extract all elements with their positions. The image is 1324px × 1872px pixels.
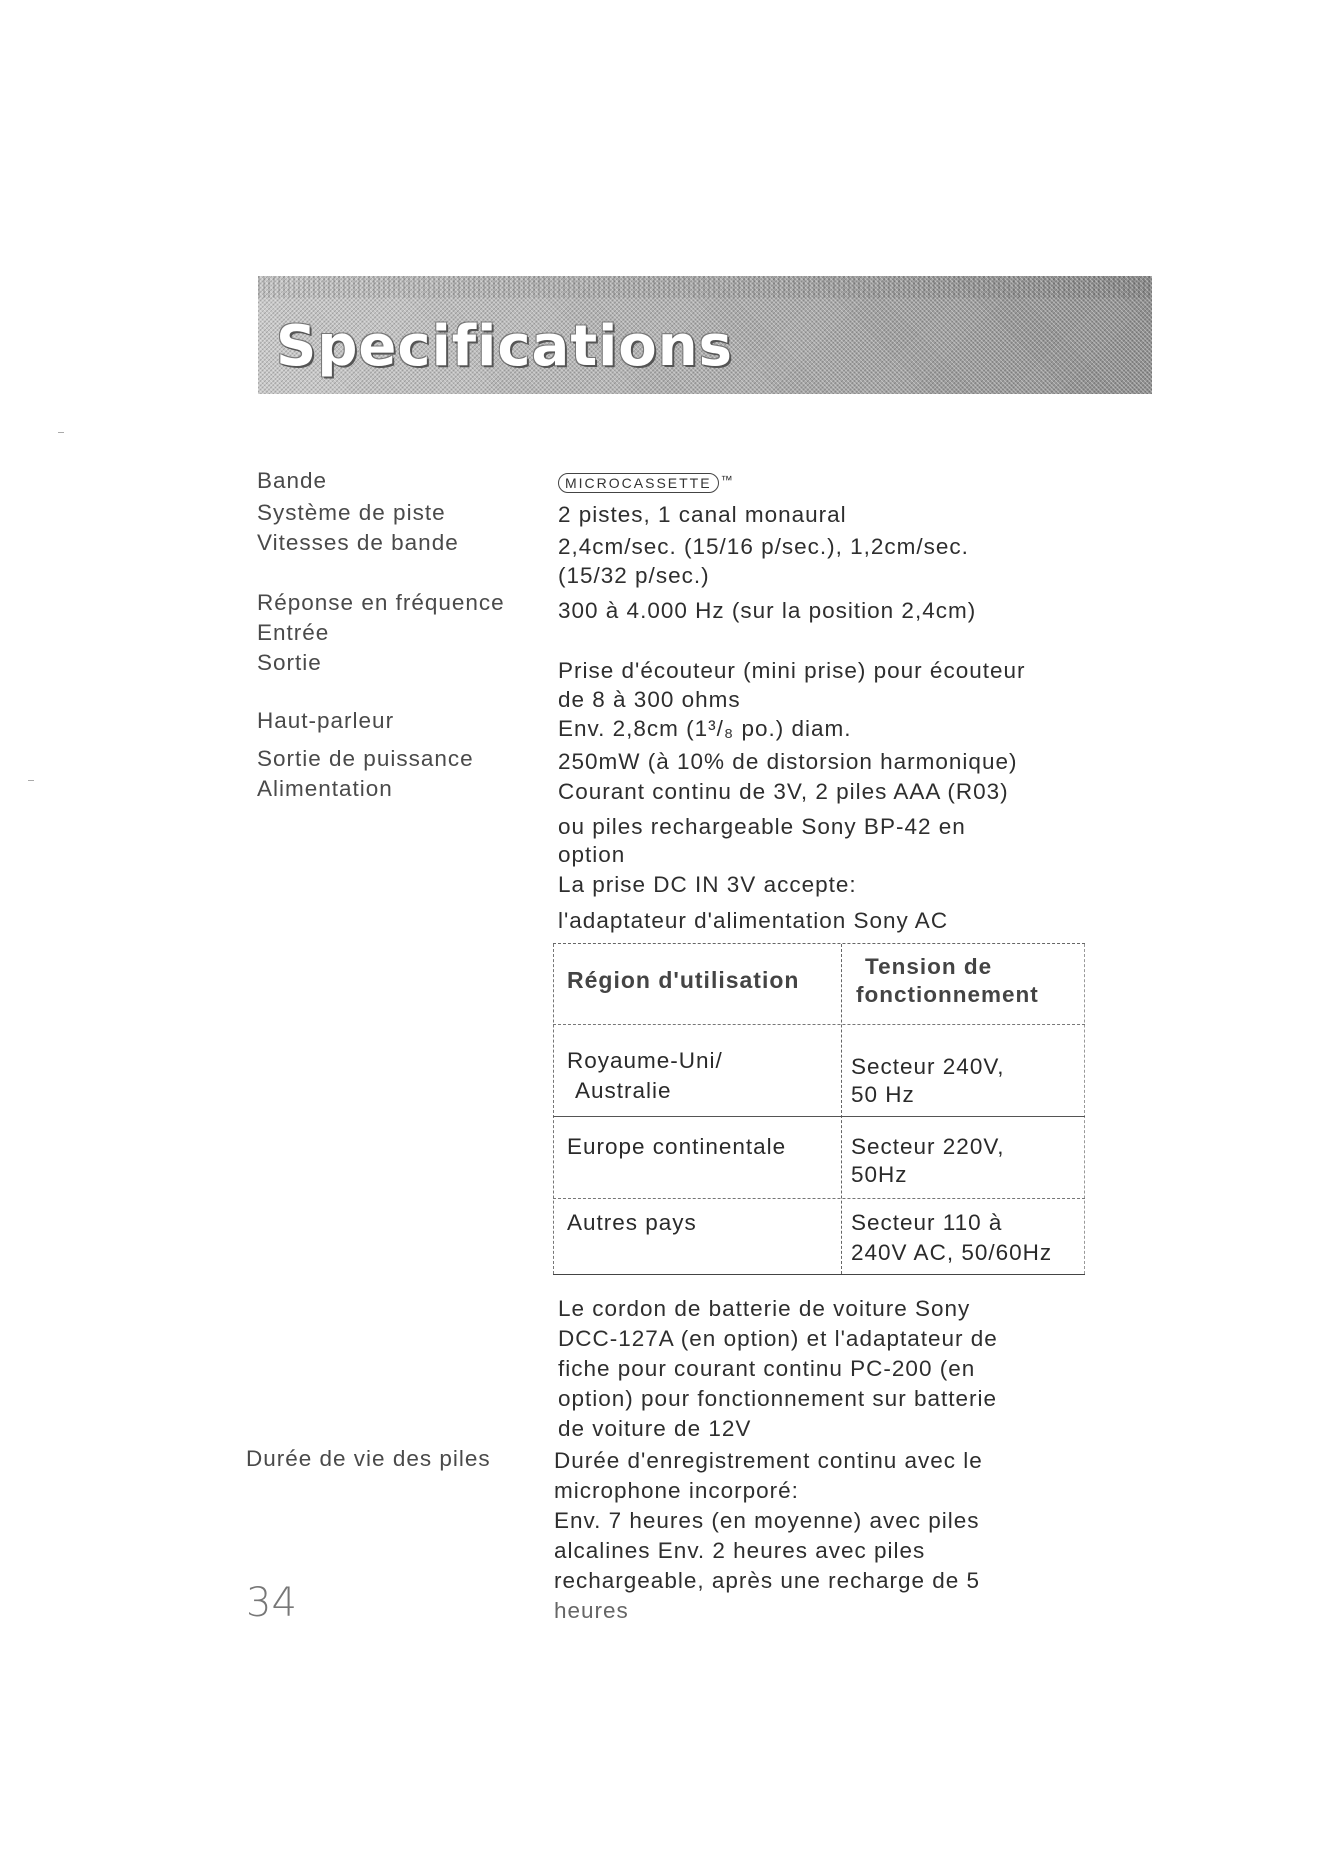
- margin-tick: [58, 432, 64, 433]
- spec-label-duree-piles: Durée de vie des piles: [246, 1446, 491, 1471]
- car-cord-line-1: Le cordon de batterie de voiture Sony: [558, 1296, 971, 1321]
- spec-value-alimentation-3: option: [558, 842, 626, 867]
- spec-label-haut-parleur: Haut-parleur: [257, 708, 395, 733]
- spec-value-sortie-puissance: 250mW (à 10% de distorsion harmonique): [558, 749, 1018, 774]
- table-row: [553, 1198, 1085, 1272]
- row-tension-line-2: 50 Hz: [851, 1082, 915, 1107]
- spec-label-reponse: Réponse en fréquence: [257, 590, 505, 615]
- row-region-line-1: Royaume-Uni/: [567, 1048, 723, 1073]
- spec-value-vitesses: 2,4cm/sec. (15/16 p/sec.), 1,2cm/sec.: [558, 534, 969, 559]
- header-tension-2: fonctionnement: [856, 982, 1039, 1007]
- microcassette-logo: MICROCASSETTE: [558, 473, 719, 493]
- spec-value-bande: [558, 466, 734, 495]
- margin-tick: [28, 780, 34, 781]
- spec-value-reponse: 300 à 4.000 Hz (sur la position 2,4cm): [558, 598, 977, 623]
- car-cord-line-2: DCC-127A (en option) et l'adaptateur de: [558, 1326, 998, 1351]
- spec-value-alimentation-2: ou piles rechargeable Sony BP-42 en: [558, 814, 966, 839]
- spec-value-sortie-2: de 8 à 300 ohms: [558, 687, 741, 712]
- page-number: 34: [246, 1580, 297, 1626]
- battery-life-line-2: microphone incorporé:: [554, 1478, 799, 1503]
- battery-life-line-4: alcalines Env. 2 heures avec piles: [554, 1538, 926, 1563]
- car-cord-line-4: option) pour fonctionnement sur batterie: [558, 1386, 997, 1411]
- spec-value-alimentation-4: La prise DC IN 3V accepte:: [558, 872, 857, 897]
- specifications-banner: [258, 276, 1152, 394]
- spec-label-systeme: Système de piste: [257, 500, 446, 525]
- row-region-line-2: Australie: [575, 1078, 672, 1103]
- page-title: Specifications: [276, 314, 733, 379]
- table-row: [553, 1116, 1085, 1199]
- header-tension-1: Tension de: [865, 954, 993, 979]
- spec-value-haut-parleur: Env. 2,8cm (1³/₈ po.) diam.: [558, 716, 852, 741]
- table-header-row: [553, 944, 1085, 1025]
- spec-label-alimentation: Alimentation: [257, 776, 393, 801]
- spec-label-entree: Entrée: [257, 620, 330, 645]
- row-tension-line-1: Secteur 110 à: [851, 1210, 1003, 1235]
- spec-value-systeme: 2 pistes, 1 canal monaural: [558, 502, 847, 527]
- row-tension-line-2: 50Hz: [851, 1162, 908, 1187]
- spec-value-alimentation-5: l'adaptateur d'alimentation Sony AC: [558, 908, 949, 933]
- row-tension-line-2: 240V AC, 50/60Hz: [851, 1240, 1053, 1265]
- car-cord-line-5: de voiture de 12V: [558, 1416, 752, 1441]
- spec-label-bande: Bande: [257, 468, 328, 493]
- row-region-line-1: Autres pays: [567, 1210, 697, 1235]
- battery-life-line-6: heures: [554, 1598, 629, 1623]
- header-region: Région d'utilisation: [567, 967, 800, 993]
- battery-life-line-5: rechargeable, après une recharge de 5: [554, 1568, 981, 1593]
- spec-label-sortie: Sortie: [257, 650, 322, 675]
- spec-value-sortie: Prise d'écouteur (mini prise) pour écouteur: [558, 658, 1026, 683]
- row-region-line-1: Europe continentale: [567, 1134, 787, 1159]
- battery-life-line-1: Durée d'enregistrement continu avec le: [554, 1448, 983, 1473]
- spec-value-alimentation-1: Courant continu de 3V, 2 piles AAA (R03): [558, 779, 1009, 804]
- trademark-mark: ™: [720, 473, 734, 487]
- spec-label-vitesses: Vitesses de bande: [257, 530, 459, 555]
- row-tension-line-1: Secteur 220V,: [851, 1134, 1005, 1159]
- battery-life-line-3: Env. 7 heures (en moyenne) avec piles: [554, 1508, 980, 1533]
- voltage-table: [553, 943, 1085, 1275]
- spec-label-sortie-puissance: Sortie de puissance: [257, 746, 474, 771]
- spec-value-vitesses-2: (15/32 p/sec.): [558, 563, 710, 588]
- row-tension-line-1: Secteur 240V,: [851, 1054, 1005, 1079]
- table-row: [553, 1024, 1085, 1117]
- car-cord-line-3: fiche pour courant continu PC-200 (en: [558, 1356, 976, 1381]
